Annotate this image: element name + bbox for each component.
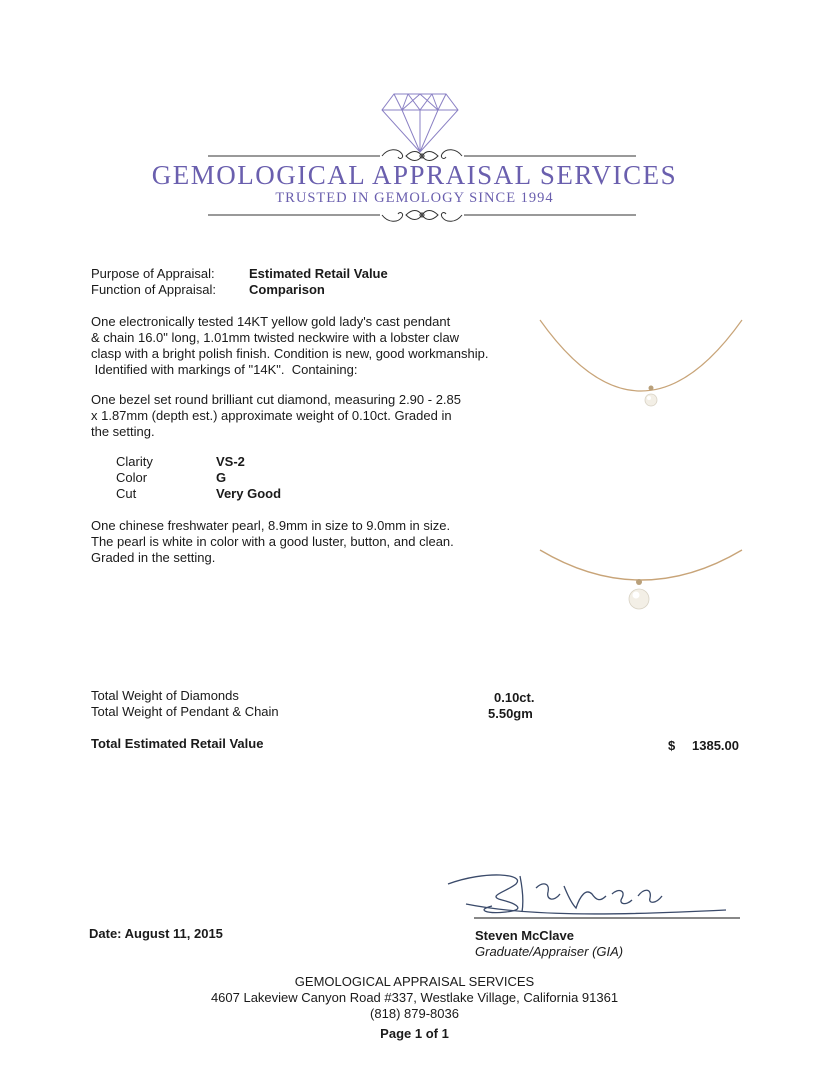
- total-pendant-label: Total Weight of Pendant & Chain: [91, 704, 279, 719]
- ornament-bottom-icon: [208, 205, 636, 225]
- footer-phone: (818) 879-8036: [370, 1006, 459, 1021]
- appraiser-name: Steven McClave: [475, 928, 574, 943]
- function-value: Comparison: [249, 282, 325, 297]
- appraisal-date: Date: August 11, 2015: [89, 926, 223, 941]
- appraiser-title: Graduate/Appraiser (GIA): [475, 944, 624, 959]
- grading-label-clarity: Clarity: [116, 454, 153, 469]
- company-tagline: TRUSTED IN GEMOLOGY SINCE 1994: [275, 190, 554, 206]
- grading-label-cut: Cut: [116, 486, 137, 501]
- pendant-photo-bottom: [536, 540, 746, 630]
- page-number: Page 1 of 1: [380, 1026, 449, 1041]
- diamond-logo-icon: [380, 90, 460, 154]
- pendant-photo-top: [536, 312, 746, 422]
- pearl-description: One chinese freshwater pearl, 8.9mm in size to 9.0mm in size. The pearl is white in color with a good luster, button, and clean. Graded in the setting.: [91, 518, 454, 565]
- company-logo-title: GEMOLOGICAL APPRAISAL SERVICES: [151, 160, 678, 190]
- function-label: Function of Appraisal:: [91, 282, 217, 297]
- grading-label-color: Color: [116, 470, 148, 485]
- footer-company: GEMOLOGICAL APPRAISAL SERVICES: [294, 974, 535, 989]
- footer-address: 4607 Lakeview Canyon Road #337, Westlake Village, California 91361: [210, 990, 619, 1005]
- grading-value-cut: Very Good: [216, 486, 282, 501]
- total-retail-value: 1385.00: [692, 738, 739, 753]
- item-description: One electronically tested 14KT yellow gold lady's cast pendant & chain 16.0" long, 1.01mm twisted neckwire with a lobster claw clasp with a bright polish finish. Condition is new, good workmanship. Identified with markings of "14K". Containing:: [91, 314, 489, 377]
- grading-value-color: G: [216, 470, 227, 485]
- total-retail-label: Total Estimated Retail Value: [91, 736, 264, 751]
- total-pendant-value: 5.50gm: [488, 706, 533, 721]
- purpose-label: Purpose of Appraisal:: [91, 266, 215, 281]
- total-diamonds-value: 0.10ct.: [494, 690, 535, 705]
- currency-symbol: $: [668, 738, 676, 753]
- total-diamonds-label: Total Weight of Diamonds: [91, 688, 239, 703]
- grading-value-clarity: VS-2: [216, 454, 245, 469]
- diamond-description: One bezel set round brilliant cut diamond, measuring 2.90 - 2.85 x 1.87mm (depth est.) approximate weight of 0.10ct. Graded in the setting.: [91, 392, 461, 439]
- appraiser-signature: [446, 866, 742, 922]
- purpose-value: Estimated Retail Value: [249, 266, 388, 281]
